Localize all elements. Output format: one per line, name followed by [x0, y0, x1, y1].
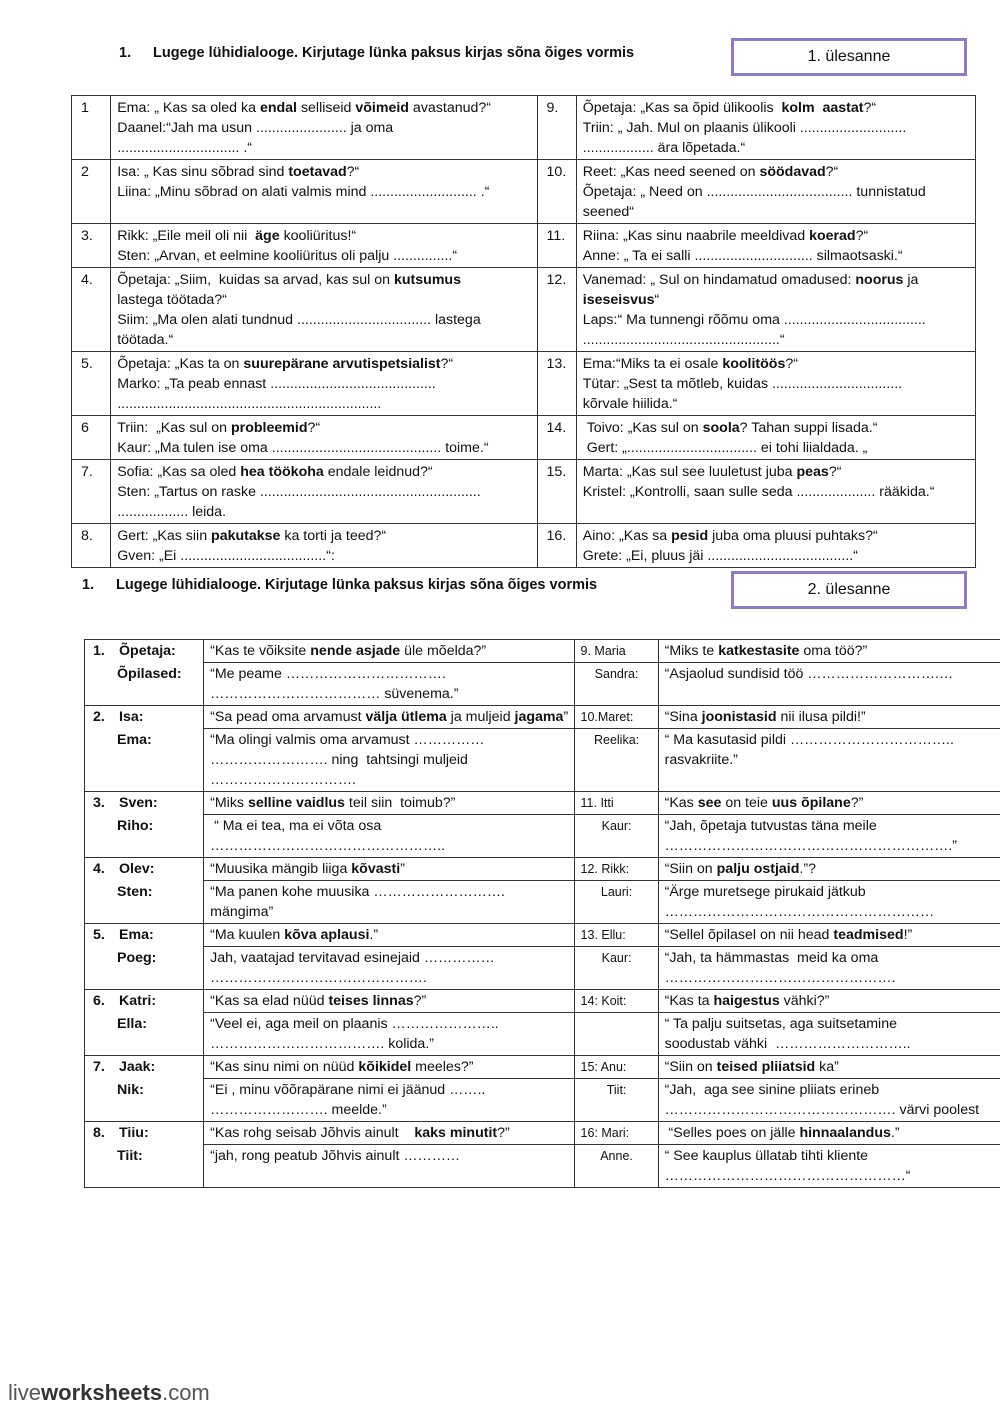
speaker-name: Jaak:	[119, 1059, 156, 1075]
dialogue-number: 1.	[93, 643, 105, 659]
utterance: “ Ta palju suitsetas, aga suitsetamine soodustab vähki ………………………..	[658, 1013, 1000, 1056]
speaker	[85, 1122, 204, 1145]
speaker	[85, 881, 204, 924]
speaker: Kaur:	[574, 815, 658, 858]
task-2-table	[84, 639, 1000, 1188]
dialogue-row	[72, 352, 976, 416]
utterance: “jah, rong peatub Jõhvis ainult …………	[204, 1145, 574, 1188]
speaker	[85, 792, 204, 815]
speaker	[85, 640, 204, 663]
speaker	[85, 1013, 204, 1056]
speaker: 16: Mari:	[574, 1122, 658, 1145]
dialogue-row	[72, 416, 976, 460]
utterance: “Ma kuulen kõva aplausi.”	[204, 924, 574, 947]
dialogue-line: Riina: „Kas sinu naabrile meeldivad koerad?“	[582, 228, 869, 244]
utterance: “Kas see on teie uus õpilane?”	[658, 792, 1000, 815]
dialogue-text	[111, 416, 537, 460]
dialogue-row	[72, 224, 976, 268]
dialogue-row	[85, 640, 1000, 663]
utterance: “Muusika mängib liiga kõvasti”	[204, 858, 574, 881]
dialogue-number: 1	[72, 96, 111, 160]
utterance: “Jah, õpetaja tutvustas täna meile …………………………………………………….”	[658, 815, 1000, 858]
utterance: “Jah, ta hämmastas meid ka oma ………………………………………….	[658, 947, 1000, 990]
dialogue-number: 8.	[72, 524, 111, 568]
dialogue-line: Õpetaja: „Kas sa õpid ülikoolis kolm aastat?“	[582, 100, 877, 116]
dialogue-line: Triin: „Kas sul on probleemid?“	[117, 420, 321, 436]
dialogue-row	[85, 1079, 1000, 1122]
dialogue-number: 7.	[72, 460, 111, 524]
utterance: “Ma panen kohe muusika ………………………. mängima”	[204, 881, 574, 924]
dialogue-number: 4.	[93, 861, 105, 877]
dialogue-line: Rikk: „Eile meil oli nii äge kooliüritus!“	[117, 228, 357, 244]
dialogue-line: Tütar: „Sest ta mõtleb, kuidas .................................	[582, 376, 903, 392]
speaker: 12. Rikk:	[574, 858, 658, 881]
dialogue-line: töötada.“	[117, 332, 174, 348]
dialogue-row	[72, 96, 976, 160]
dialogue-text	[576, 224, 975, 268]
utterance: “Siin on palju ostjaid.”?	[658, 858, 1000, 881]
speaker	[85, 990, 204, 1013]
speaker-name: Olev:	[119, 861, 155, 877]
dialogue-text	[576, 352, 975, 416]
speaker: 10.Maret:	[574, 706, 658, 729]
utterance: “ Ma ei tea, ma ei võta osa …………………………………………..	[204, 815, 574, 858]
speaker	[85, 924, 204, 947]
dialogue-text	[576, 460, 975, 524]
dialogue-row	[85, 1145, 1000, 1188]
speaker	[85, 1079, 204, 1122]
utterance: “Veel ei, aga meil on plaanis ………………….. ………………………………. kolida.”	[204, 1013, 574, 1056]
dialogue-line: Kaur: „Ma tulen ise oma ........................................... toime.“	[117, 440, 489, 456]
speaker-name: Tiit:	[117, 1147, 143, 1164]
speaker-name: Tiiu:	[119, 1125, 149, 1141]
utterance: “Miks te katkestasite oma töö?”	[658, 640, 1000, 663]
task-2-label-box	[731, 571, 967, 609]
speaker-name: Õpilased:	[117, 665, 182, 682]
utterance: “Siin on teised pliiatsid ka”	[658, 1056, 1000, 1079]
dialogue-line: Grete: „Ei, pluus jäi .....................................“	[582, 548, 858, 564]
dialogue-line: ............................... .“	[117, 140, 253, 156]
utterance: “ See kauplus üllatab tihti kliente ……………………………………………“	[658, 1145, 1000, 1188]
dialogue-number: 10.	[537, 160, 576, 224]
utterance: “Kas te võiksite nende asjade üle mõelda?”	[204, 640, 574, 663]
logo-prefix: live	[8, 1380, 42, 1405]
speaker	[85, 729, 204, 792]
dialogue-line: ...................................................................	[117, 396, 382, 412]
dialogue-text	[111, 352, 537, 416]
section2-heading-number: 1.	[82, 577, 95, 593]
speaker: 15: Anu:	[574, 1056, 658, 1079]
dialogue-line: Gert: „................................. ei tohi liialdada. „	[582, 440, 868, 456]
speaker-name: Sven:	[119, 795, 158, 811]
speaker-name: Nik:	[117, 1081, 144, 1098]
speaker	[85, 858, 204, 881]
dialogue-line: Sofia: „Kas sa oled hea töökoha endale leidnud?“	[117, 464, 433, 480]
dialogue-number: 4.	[72, 268, 111, 352]
utterance: “Jah, aga see sinine pliiats erineb …………………………………………. värvi poolest	[658, 1079, 1000, 1122]
utterance: “Kas sa elad nüüd teises linnas?”	[204, 990, 574, 1013]
dialogue-number: 15.	[537, 460, 576, 524]
dialogue-line: Sten: „Tartus on raske ........................................................	[117, 484, 481, 500]
dialogue-line: iseseisvus“	[582, 292, 660, 308]
dialogue-text	[576, 524, 975, 568]
dialogue-line: Daanel:“Jah ma usun ....................... ja oma	[117, 120, 394, 136]
dialogue-number: 5.	[72, 352, 111, 416]
dialogue-number: 3.	[72, 224, 111, 268]
speaker	[85, 1145, 204, 1188]
logo-bold: worksheets	[41, 1380, 163, 1405]
dialogue-row	[85, 815, 1000, 858]
dialogue-line: Laps:“ Ma tunnengi rõõmu oma ....................................	[582, 312, 926, 328]
dialogue-row	[85, 858, 1000, 881]
dialogue-number: 12.	[537, 268, 576, 352]
dialogue-number: 5.	[93, 927, 105, 943]
utterance: “Asjaolud sundisid töö ……………………….…	[658, 663, 1000, 706]
utterance: “Miks selline vaidlus teil siin toimub?”	[204, 792, 574, 815]
dialogue-text	[576, 160, 975, 224]
section1-heading-number: 1.	[119, 45, 132, 61]
utterance: “Kas sinu nimi on nüüd kõikidel meeles?”	[204, 1056, 574, 1079]
speaker	[85, 1056, 204, 1079]
dialogue-number: 14.	[537, 416, 576, 460]
dialogue-line: lastega töötada?“	[117, 292, 227, 308]
dialogue-line: .................. ära lõpetada.“	[582, 140, 746, 156]
logo-suffix: .com	[162, 1380, 210, 1405]
utterance: “Me peame ……………………………. ……………………………… süvenema.”	[204, 663, 574, 706]
task-1-label-box	[731, 38, 967, 76]
section2-heading-text: Lugege lühidialooge. Kirjutage lünka paksus kirjas sõna õiges vormis	[116, 577, 598, 593]
speaker-name: Katri:	[119, 993, 157, 1009]
dialogue-line: Liina: „Minu sõbrad on alati valmis mind ........................... .“	[117, 184, 490, 200]
dialogue-number: 8.	[93, 1125, 105, 1141]
utterance: “Selles poes on jälle hinnaalandus.”	[658, 1122, 1000, 1145]
utterance: “Ma olingi valmis oma arvamust …………… ……………………. ning tahtsingi muljeid ………………………….	[204, 729, 574, 792]
dialogue-text	[576, 416, 975, 460]
speaker-name: Isa:	[119, 709, 144, 725]
dialogue-line: Ema: „ Kas sa oled ka endal selliseid võimeid avastanud?“	[117, 100, 492, 116]
speaker	[85, 815, 204, 858]
speaker: Sandra:	[574, 663, 658, 706]
dialogue-line: Reet: „Kas need seened on söödavad?“	[582, 164, 839, 180]
dialogue-text	[576, 268, 975, 352]
dialogue-text	[111, 524, 537, 568]
section1-heading	[119, 45, 634, 61]
dialogue-number: 16.	[537, 524, 576, 568]
section2-heading	[82, 577, 597, 593]
utterance: “Sina joonistasid nii ilusa pildi!”	[658, 706, 1000, 729]
dialogue-row	[85, 1013, 1000, 1056]
dialogue-line: Marko: „Ta peab ennast ..........................................	[117, 376, 436, 392]
dialogue-number: 11.	[537, 224, 576, 268]
speaker-name: Ema:	[119, 927, 154, 943]
dialogue-line: Toivo: „Kas sul on soola? Tahan suppi lisada.“	[582, 420, 878, 436]
dialogue-row	[85, 663, 1000, 706]
speaker	[85, 663, 204, 706]
speaker-name: Ella:	[117, 1015, 147, 1032]
utterance: Jah, vaatajad tervitavad esinejaid …………… ……………………………………….	[204, 947, 574, 990]
dialogue-line: Õpetaja: „Siim, kuidas sa arvad, kas sul on kutsumus	[117, 272, 461, 288]
dialogue-line: Kristel: „Kontrolli, saan sulle seda .................... rääkida.“	[582, 484, 935, 500]
utterance: “Kas ta haigestus vähki?”	[658, 990, 1000, 1013]
dialogue-text	[576, 96, 975, 160]
liveworksheets-logo	[8, 1380, 210, 1406]
dialogue-row	[85, 706, 1000, 729]
dialogue-text	[111, 224, 537, 268]
dialogue-line: kõrvale hiilida.“	[582, 396, 678, 412]
utterance: “Sellel õpilasel on nii head teadmised!”	[658, 924, 1000, 947]
dialogue-number: 6	[72, 416, 111, 460]
dialogue-line: Aino: „Kas sa pesid juba oma pluusi puhtaks?“	[582, 528, 878, 544]
dialogue-row	[85, 947, 1000, 990]
dialogue-line: Gven: „Ei .....................................“:	[117, 548, 335, 564]
dialogue-line: .................. leida.	[117, 504, 227, 520]
dialogue-number: 9.	[537, 96, 576, 160]
dialogue-text	[111, 96, 537, 160]
dialogue-line: Anne: „ Ta ei salli .............................. silmaotsaski.“	[582, 248, 903, 264]
speaker	[85, 947, 204, 990]
dialogue-line: ..................................................“	[582, 332, 785, 348]
dialogue-row	[85, 1056, 1000, 1079]
speaker: 11. Itti	[574, 792, 658, 815]
dialogue-row	[85, 881, 1000, 924]
dialogue-row	[85, 792, 1000, 815]
dialogue-line: Isa: „ Kas sinu sõbrad sind toetavad?“	[117, 164, 360, 180]
utterance: “Kas rohg seisab Jõhvis ainult kaks minutit?”	[204, 1122, 574, 1145]
speaker: 9. Maria	[574, 640, 658, 663]
speaker: Lauri:	[574, 881, 658, 924]
dialogue-line: seened“	[582, 204, 635, 220]
dialogue-row	[85, 1122, 1000, 1145]
task-1-label: 1. ülesanne	[807, 48, 891, 65]
dialogue-line: Sten: „Arvan, et eelmine kooliüritus oli palju ...............“	[117, 248, 458, 264]
speaker: Tiit:	[574, 1079, 658, 1122]
dialogue-text	[111, 268, 537, 352]
speaker: Anne.	[574, 1145, 658, 1188]
dialogue-number: 3.	[93, 795, 105, 811]
speaker-name: Õpetaja:	[119, 643, 176, 659]
dialogue-row	[85, 990, 1000, 1013]
dialogue-line: Õpetaja: „ Need on ..................................... tunnistatud	[582, 184, 926, 200]
dialogue-number: 2.	[93, 709, 105, 725]
speaker-name: Ema:	[117, 731, 152, 748]
task-2-label: 2. ülesanne	[807, 581, 891, 598]
section1-heading-text: Lugege lühidialooge. Kirjutage lünka paksus kirjas sõna õiges vormis	[153, 45, 635, 61]
dialogue-row	[72, 524, 976, 568]
speaker-name: Poeg:	[117, 949, 157, 966]
speaker: 13. Ellu:	[574, 924, 658, 947]
utterance: “Ei , minu võõrapärane nimi ei jäänud …….. ……………………. meelde.”	[204, 1079, 574, 1122]
dialogue-row	[85, 729, 1000, 792]
dialogue-line: Siim: „Ma olen alati tundnud .................................. lastega	[117, 312, 481, 328]
utterance: “Ärge muretsege pirukaid jätkub …………………………………………………	[658, 881, 1000, 924]
speaker: Kaur:	[574, 947, 658, 990]
speaker	[574, 1013, 658, 1056]
dialogue-row	[72, 268, 976, 352]
task-1-table	[71, 95, 976, 568]
dialogue-line: Õpetaja: „Kas ta on suurepärane arvutispetsialist?“	[117, 356, 454, 372]
dialogue-number: 6.	[93, 993, 105, 1009]
dialogue-text	[111, 460, 537, 524]
dialogue-line: Triin: „ Jah. Mul on plaanis ülikooli ...........................	[582, 120, 907, 136]
dialogue-number: 2	[72, 160, 111, 224]
utterance: “Sa pead oma arvamust välja ütlema ja muljeid jagama”	[204, 706, 574, 729]
speaker	[85, 706, 204, 729]
dialogue-number: 13.	[537, 352, 576, 416]
speaker-name: Riho:	[117, 817, 154, 834]
dialogue-line: Vanemad: „ Sul on hindamatud omadused: noorus ja	[582, 272, 919, 288]
dialogue-row	[85, 924, 1000, 947]
speaker: 14: Koit:	[574, 990, 658, 1013]
dialogue-line: Ema:“Miks ta ei osale koolitöös?“	[582, 356, 798, 372]
utterance: “ Ma kasutasid pildi …………………………….. rasvakriite.”	[658, 729, 1000, 792]
dialogue-row	[72, 160, 976, 224]
dialogue-text	[111, 160, 537, 224]
dialogue-line: Marta: „Kas sul see luuletust juba peas?“	[582, 464, 842, 480]
dialogue-row	[72, 460, 976, 524]
dialogue-line: Gert: „Kas siin pakutakse ka torti ja teed?“	[117, 528, 387, 544]
dialogue-number: 7.	[93, 1059, 105, 1075]
speaker: Reelika:	[574, 729, 658, 792]
speaker-name: Sten:	[117, 883, 153, 900]
